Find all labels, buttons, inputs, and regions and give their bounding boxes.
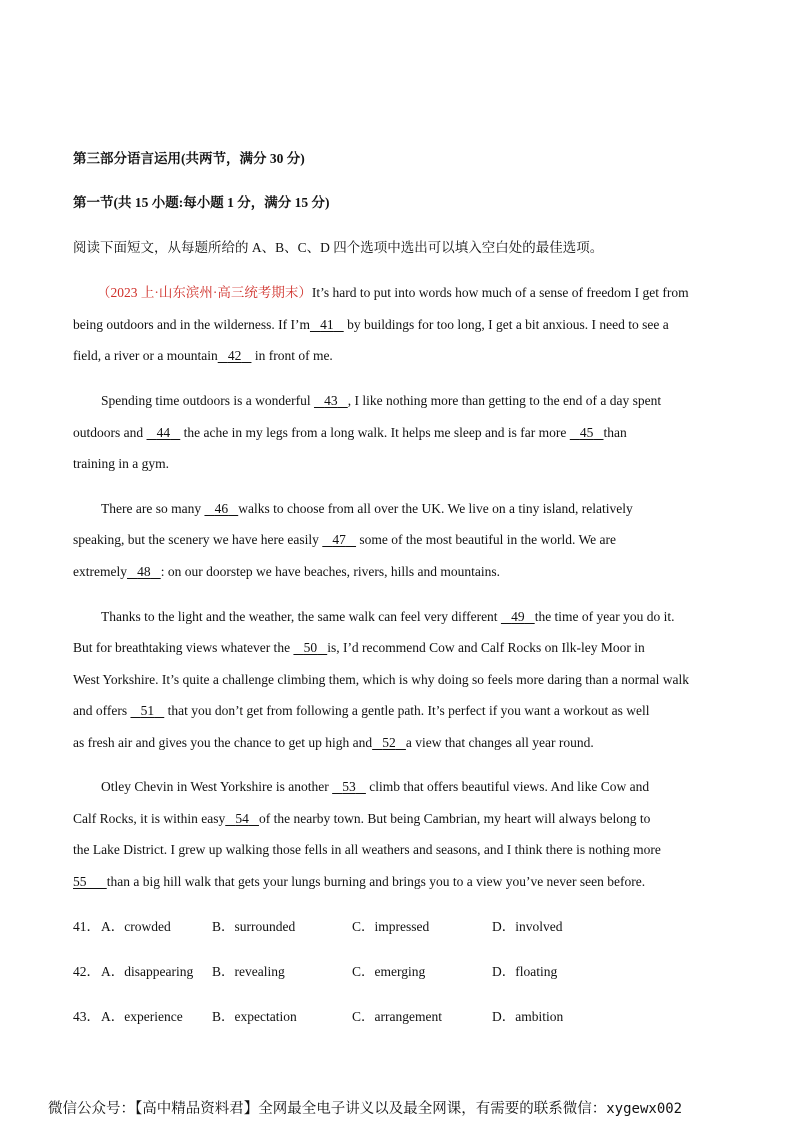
question-41-option-a: A．crowded [101,919,171,934]
paragraph-1-line-3: field, a river or a mountain 42 in front of me. [73,348,333,363]
paragraph-3-line-3: extremely 48 : on our doorstep we have beaches, rivers, hills and mountains. [73,564,501,579]
blank-41: 41 [320,317,334,332]
source-tag: （2023 上·山东滨州·高三统考期末） [97,285,312,300]
question-42-option-a: A．disappearing [101,964,194,979]
paragraph-5-line-1: Otley Chevin in West Yorkshire is another 53 climb that offers beautiful views. And like Cow and [101,779,650,794]
paragraph-4-line-5: as fresh air and gives you the chance to get up high and 52 a view that changes all year round. [73,735,594,750]
question-42-number: 42． [73,964,100,979]
question-42-option-c: C．emerging [352,964,426,979]
question-41-option-c: C．impressed [352,919,430,934]
footer-wechat-id: xygewx002 [606,1101,683,1117]
question-41-option-d: D．involved [492,919,563,934]
paragraph-2-line-2: outdoors and 44 the ache in my legs from a long walk. It helps me sleep and is far more 45 than [73,425,627,440]
part-heading: 第三部分语言运用(共两节，满分 30 分) [73,151,305,166]
footer-banner [48,1100,682,1118]
paragraph-2-line-3: training in a gym. [73,456,169,471]
section-heading: 第一节(共 15 小题:每小题 1 分，满分 15 分) [73,195,330,210]
paragraph-3-line-1: There are so many 46 walks to choose from all over the UK. We live on a tiny island, relatively [101,501,633,516]
paragraph-4-line-2: But for breathtaking views whatever the 50 is, I’d recommend Cow and Calf Rocks on Ilk-ley Moor in [73,640,645,655]
blank-49: 49 [511,609,525,624]
blank-48: 48 [137,564,151,579]
paragraph-1-line-2: being outdoors and in the wilderness. If I’m 41 by buildings for too long, I get a bit anxious. I need to see a [73,317,669,332]
instruction-text: 阅读下面短文，从每题所给的 A、B、C、D 四个选项中选出可以填入空白处的最佳选项。 [73,240,604,255]
blank-44: 44 [156,425,171,440]
paragraph-4-line-3: West Yorkshire. It’s quite a challenge climbing them, which is why doing so feels more daring than a normal walk [73,672,690,687]
question-43-option-d: D．ambition [492,1009,564,1024]
blank-42: 42 [227,348,242,363]
paragraph-1-line-1: （2023 上·山东滨州·高三统考期末）It’s hard to put into words how much of a sense of freedom I get from [97,285,689,300]
question-41-number: 41． [73,919,100,934]
blank-55: 55 [73,874,87,889]
question-43-option-a: A．experience [101,1009,183,1024]
blank-53: 53 [342,779,356,794]
paragraph-4-line-4: and offers 51 that you don’t get from following a gentle path. It’s perfect if you want a workout as well [73,703,650,718]
paragraph-5-line-3: the Lake District. I grew up walking those fells in all weathers and seasons, and I think there is nothing more [73,842,661,857]
question-43-option-c: C．arrangement [352,1009,442,1024]
blank-43: 43 [324,393,338,408]
question-41-option-b: B．surrounded [212,919,296,934]
paragraph-5-line-4: 55 than a big hill walk that gets your lungs burning and brings you to a view you’ve never seen before. [73,874,646,889]
paragraph-4-line-1: Thanks to the light and the weather, the same walk can feel very different 49 the time of year you do it. [101,609,675,624]
blank-45: 45 [579,425,594,440]
paragraph-2-line-1: Spending time outdoors is a wonderful 43 , I like nothing more than getting to the end of a day spent [101,393,662,408]
blank-51: 51 [140,703,155,718]
question-43-option-b: B．expectation [212,1009,297,1024]
footer-text: 微信公众号：【高中精品资料君】全网最全电子讲义以及最全网课，有需要的联系微信： [48,1101,607,1117]
blank-54: 54 [235,811,249,826]
paragraph-3-line-2: speaking, but the scenery we have here easily 47 some of the most beautiful in the world. We are [73,532,617,547]
question-42-option-d: D．floating [492,964,558,979]
question-43-number: 43． [73,1009,100,1024]
paragraph-5-line-2: Calf Rocks, it is within easy 54 of the nearby town. But being Cambrian, my heart will always belong to [73,811,651,826]
blank-52: 52 [382,735,396,750]
blank-46: 46 [214,501,229,516]
blank-47: 47 [332,532,346,547]
question-42-option-b: B．revealing [212,964,285,979]
blank-50: 50 [303,640,318,655]
